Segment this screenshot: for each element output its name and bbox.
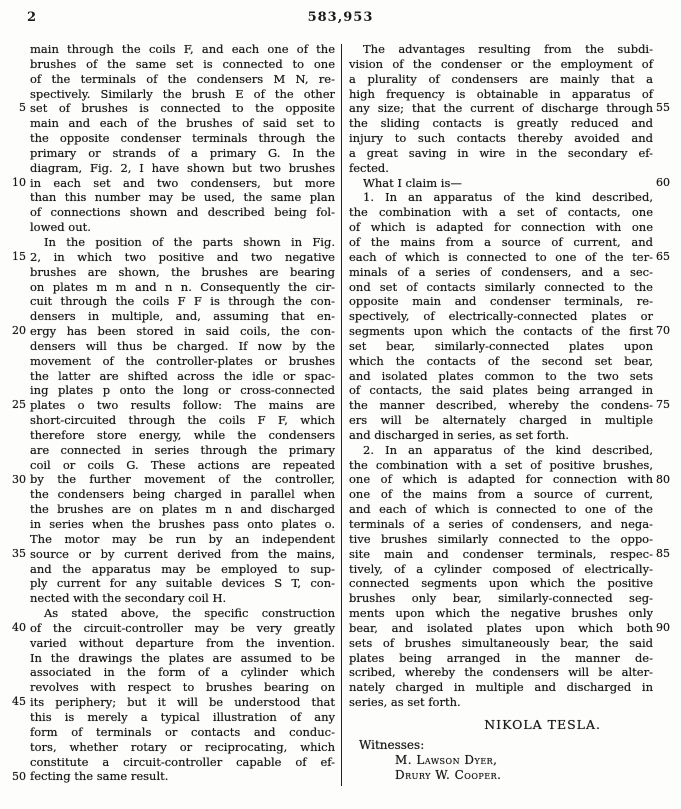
line-number: 35	[12, 546, 26, 560]
text-line: in each set and two condensers, but more	[30, 175, 335, 190]
line-number: 15	[12, 249, 26, 263]
page-header	[0, 8, 681, 32]
text-line: high frequency is obtainable in apparatus of	[349, 86, 653, 101]
text-line: the opposite condenser terminals through the	[30, 131, 335, 146]
text-line: nately charged in multiple and discharged in	[349, 680, 653, 695]
text-line: each of which is connected to one of the ter-	[349, 249, 653, 264]
line-number: 90	[656, 621, 670, 635]
text-line: minals of a series of condensers, and a sec-	[349, 264, 653, 279]
line-number: 55	[656, 101, 670, 115]
text-line: associated in the form of a cylinder which	[30, 665, 335, 680]
text-line: one of the mains from a source of current,	[349, 487, 653, 502]
text-line: its periphery; but it will be understood that	[30, 695, 335, 710]
text-line: the combination with a set of positive brushes,	[349, 457, 653, 472]
text-line: 2, in which two positive and two negative	[30, 249, 335, 264]
text-line: sets of brushes simultaneously bear, the said	[349, 635, 653, 650]
line-number: 85	[656, 546, 670, 560]
witness-name: M. Lawson Dyer,	[395, 752, 498, 767]
inventor-signature: NIKOLA TESLA.	[484, 716, 601, 732]
text-line: coil or coils G. These actions are repeated	[30, 457, 335, 472]
text-line: terminals of a series of condensers, and nega-	[349, 517, 653, 531]
text-line: on plates m m and n n. Consequently the cir-	[30, 279, 335, 294]
text-line: In the drawings the plates are assumed to be	[30, 650, 335, 665]
text-line: series, as set forth.	[349, 695, 461, 710]
line-number: 10	[12, 175, 26, 189]
text-line: movement of the controller-plates or brushes	[30, 353, 335, 368]
text-line: than this number may be used, the same plan	[30, 190, 335, 205]
text-line: of contacts, the said plates being arranged in	[349, 383, 653, 398]
text-line: which the contacts of the second set bear,	[349, 353, 653, 368]
text-line: of the mains from a source of current, and	[349, 234, 653, 249]
line-number: 45	[12, 695, 26, 709]
line-number: 5	[19, 101, 26, 115]
text-line: and the apparatus may be employed to sup-	[30, 561, 335, 576]
text-line: injury to such contacts thereby avoided and	[349, 131, 653, 146]
patent-number: 583,953	[307, 10, 374, 25]
text-line: segments upon which the contacts of the first	[349, 324, 653, 339]
text-line: ply current for any suitable devices S T, con-	[30, 576, 335, 591]
text-line: revolves with respect to brushes bearing on	[30, 680, 335, 695]
text-line: brushes only bear, similarly-connected seg-	[349, 591, 653, 606]
text-line: What I claim is—	[363, 175, 462, 190]
text-line: spectively. Similarly the brush E of the other	[30, 86, 335, 101]
text-line: lowed out.	[30, 220, 91, 235]
line-number: 25	[12, 398, 26, 412]
text-line: The advantages resulting from the subdi-	[363, 42, 653, 56]
text-line: primary or strands of a primary G. In the	[30, 145, 335, 160]
witnesses-label: Witnesses:	[359, 737, 425, 752]
text-line: plates o two results follow: The mains are	[30, 398, 335, 413]
text-line: constitute a circuit-controller capable of ef-	[30, 754, 335, 769]
line-number: 30	[12, 472, 26, 486]
text-line: any size; that the current of discharge through	[349, 101, 653, 116]
text-line: a plurality of condensers are mainly that a	[349, 71, 653, 86]
text-line: opposite main and condenser terminals, re-	[349, 294, 653, 309]
text-line: brushes are shown, the brushes are bearing	[30, 264, 335, 279]
text-line: In the position of the parts shown in Fig.	[44, 234, 335, 249]
text-line: connected segments upon which the positive	[349, 576, 653, 591]
text-line: tively, of a cylinder composed of electrically-	[349, 561, 653, 576]
witness-name: Drury W. Cooper.	[395, 767, 502, 782]
text-line: main through the coils F, and each one of the	[30, 42, 335, 56]
text-line: diagram, Fig. 2, I have shown but two brushes	[30, 160, 335, 175]
text-line: source or by current derived from the mains,	[30, 546, 335, 561]
text-line: tors, whether rotary or reciprocating, which	[30, 739, 335, 754]
page-number: 2	[27, 10, 37, 25]
text-line: densers will thus be charged. If now by the	[30, 338, 335, 353]
text-line: spectively, of electrically-connected plates or	[349, 309, 653, 324]
text-line: ergy has been stored in said coils, the con-	[30, 324, 335, 339]
text-line: As stated above, the specific construction	[44, 606, 335, 621]
line-number: 75	[656, 398, 670, 412]
text-line: bear, and isolated plates upon which both	[349, 620, 653, 635]
text-line: 1. In an apparatus of the kind described,	[363, 190, 653, 205]
line-number: 40	[12, 621, 26, 635]
witnesses-block	[349, 738, 653, 783]
text-line: one of which is adapted for connection with	[349, 472, 653, 487]
text-line: and each of which is connected to one of the	[349, 502, 653, 517]
line-number: 20	[12, 324, 26, 338]
text-line: therefore store energy, while the condensers	[30, 427, 335, 442]
text-line: of connections shown and described being fol-	[30, 205, 335, 220]
text-line: of the terminals of the condensers M N, re-	[30, 71, 335, 86]
line-number: 65	[656, 249, 670, 263]
text-line: site main and condenser terminals, respec-	[349, 546, 653, 561]
text-line: the sliding contacts is greatly reduced and	[349, 116, 653, 131]
text-line: densers in multiple, and, assuming that en-	[30, 309, 335, 324]
text-line: and isolated plates common to the two sets	[349, 368, 653, 383]
text-line: the manner described, whereby the condens-	[349, 398, 653, 413]
column-divider-rule	[341, 44, 342, 786]
text-line: short-circuited through the coils F F, which	[30, 413, 335, 428]
line-number: 50	[12, 769, 26, 783]
text-line: varied without departure from the invention.	[30, 635, 335, 650]
text-line: ing plates p onto the long or cross-connected	[30, 383, 335, 398]
text-line: of the circuit-controller may be very greatly	[30, 620, 335, 635]
text-line: ments upon which the negative brushes only	[349, 606, 653, 621]
text-line: main and each of the brushes of said set to	[30, 116, 335, 131]
text-line: the condensers being charged in parallel when	[30, 487, 335, 502]
text-line: fecting the same result.	[30, 769, 169, 784]
text-line: cuit through the coils F F is through the con-	[30, 294, 335, 309]
text-line: by the further movement of the controller,	[30, 472, 335, 487]
left-text-column	[30, 42, 335, 784]
text-line: ers will be alternately charged in multiple	[349, 413, 653, 428]
text-line: this is merely a typical illustration of any	[30, 709, 335, 724]
text-line: the brushes are on plates m n and discharged	[30, 502, 335, 517]
text-line: set bear, similarly-connected plates upon	[349, 338, 653, 353]
text-line: the combination with a set of contacts, one	[349, 205, 653, 220]
text-line: ond set of contacts similarly connected to the	[349, 279, 653, 294]
text-line: fected.	[349, 160, 389, 175]
text-line: and discharged in series, as set forth.	[349, 427, 570, 442]
text-line: the latter are shifted across the idle or spac-	[30, 368, 335, 383]
text-line: of which is adapted for connection with one	[349, 220, 653, 235]
text-line: are connected in series through the primary	[30, 442, 335, 457]
text-line: vision of the condenser or the employment of	[349, 56, 653, 71]
text-line: scribed, whereby the condensers will be alter-	[349, 665, 653, 680]
right-text-column	[349, 42, 653, 783]
text-line: a great saving in wire in the secondary ef-	[349, 145, 653, 160]
text-line: in series when the brushes pass onto plates o.	[30, 517, 335, 531]
text-line: set of brushes is connected to the opposite	[30, 101, 335, 116]
text-line: plates being arranged in the manner de-	[349, 650, 653, 665]
text-line: nected with the secondary coil H.	[30, 591, 227, 606]
line-number: 60	[656, 175, 670, 189]
line-number: 80	[656, 472, 670, 486]
text-line: tive brushes similarly connected to the oppo-	[349, 531, 653, 546]
text-line: 2. In an apparatus of the kind described,	[363, 442, 653, 457]
text-line: The motor may be run by an independent	[30, 531, 335, 546]
text-line: brushes of the same set is connected to one	[30, 56, 335, 71]
text-line: form of terminals or contacts and conduc-	[30, 724, 335, 739]
line-number: 70	[656, 324, 670, 338]
